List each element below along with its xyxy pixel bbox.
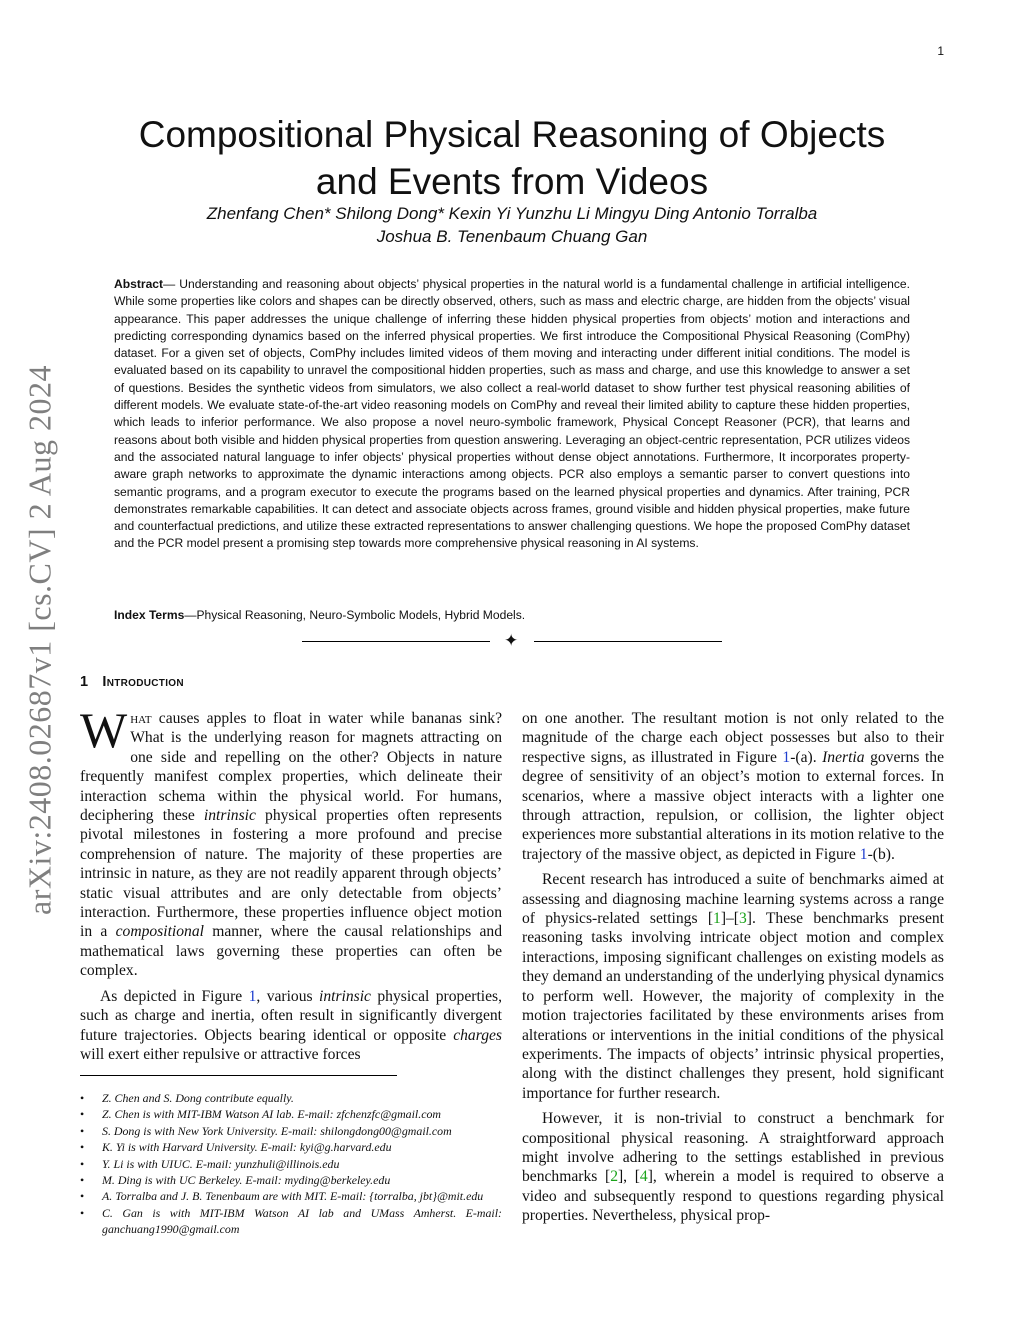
text-run: ]. These benchmarks present reasoning tasks involving intricate object motion and complex interactions, imposing significant challenges on existing models as they demand an understanding of the underlying physical dynamics to perform well. However, the majority of complexity in the motion trajectories facilitated by these environments arises from alterations or interventions in the initial conditions of the physical experiments. The impacts of objects’ intrinsic physical properties, along with the distinct challenges they present, hold significant importance for further research. [522,910,944,1102]
text-run: causes apples to float in water while bananas sink? What is the underlying reason for magnets attracting on one side and repelling on the other? Objects in nature frequently manifest complex properties, which delineate their interaction schema within the physical world. For humans, deciphering these [80,710,502,825]
intro-paragraph-2 [80,987,502,1065]
text-run: manner, where the causal relationships and mathematical laws governing these properties can often be complex. [80,923,502,980]
arxiv-identifier-stamp: arXiv:2408.02687v1 [cs.CV] 2 Aug 2024 [21,364,58,916]
footnote-item: • A. Torralba and J. B. Tenenbaum are with MIT. E-mail: {torralba, jbt}@mit.edu [80,1188,502,1204]
text-run: -(a). [790,748,823,766]
emphasis-text: Inertia [822,748,865,766]
text-run: ], wherein a model is required to observe a video and subsequently respond to questions regarding physical properties. Nevertheless, physical prop- [522,1168,945,1225]
footnote-item: • C. Gan is with MIT-IBM Watson AI lab and UMass Amherst. E-mail: ganchuang1990@gmail.com [80,1205,502,1238]
index-terms-text: —Physical Reasoning, Neuro-Symbolic Models, Hybrid Models. [184,608,526,622]
citation-link[interactable]: 1 [713,910,721,928]
footnote-item: • Z. Chen and S. Dong contribute equally. [80,1090,502,1106]
footnote-rule [80,1075,397,1076]
section-divider-right [534,641,722,642]
dropcap-smallcaps-word: hat [130,710,152,727]
section-heading-introduction [80,674,184,690]
text-run: governs the degree of sensitivity of an object’s motion to external forces. In scenarios, where a massive object interacts with a lighter one through attraction, repulsion, or collision, the lighter object experiences more substantial alterations in its motion relative to the trajectory of the massive object, as depicted in Figure [522,748,944,863]
footnote-item: • Y. Li is with UIUC. E-mail: yunzhuli@illinois.edu [80,1156,502,1172]
text-run: As depicted in Figure [100,987,249,1005]
abstract-text: — Understanding and reasoning about objects’ physical properties in the natural world is a fundamental challenge in artificial intelligence. While some properties like colors and shapes can be directly observed, others, such as mass and electric charge, are hidden from the objects’ visual appearance. This paper addresses the unique challenge of inferring these hidden physical properties from objects’ motion and interactions and predicting corresponding dynamics based on the inferred physical properties. We first introduce the Compositional Physical Reasoning (ComPhy) dataset. For a given set of objects, ComPhy includes limited videos of them moving and interacting under different initial conditions. The model is evaluated based on its capability to unravel the compositional hidden properties, such as mass and charge, and use this knowledge to answer a set of questions. Besides the synthetic videos from simulators, we also collect a real-world dataset to show further test physical reasoning abilities of different models. We evaluate state-of-the-art video reasoning models on ComPhy and reveal their limited ability to capture these hidden properties, which leads to inferior performance. We also propose a novel neuro-symbolic framework, Physical Concept Reasoner (PCR), that learns and reasons about both visible and hidden physical properties from question answering. Leveraging an object-centric representation, PCR utilizes videos and the associated natural language to infer objects’ physical properties without dense object annotations. Furthermore, It incorporates property-aware graph networks to approximate the dynamic interactions among objects. PCR also employs a semantic parser to convert questions into semantic programs, and a program executor to execute the programs based on the learned physical properties and dynamics. After training, PCR demonstrates remarkable capabilities. It can detect and associate objects across frames, ground visible and hidden physical properties, make future and counterfactual predictions, and utilize these extracted representations to answer challenging questions. We hope the proposed ComPhy dataset and the PCR model present a promising step towards more comprehensive physical reasoning in AI systems. [114,277,910,551]
footnote-item: • S. Dong is with New York University. E-mail: shilongdong00@gmail.com [80,1123,502,1139]
intro-paragraph-3 [522,870,944,1103]
section-title: Introduction [102,674,184,690]
text-run: , various [256,987,319,1005]
index-terms [114,608,910,622]
text-run: ], [ [617,1168,640,1186]
figure-reference-link[interactable]: 1 [859,845,868,863]
text-run: on one another. The resultant motion is not only related to the magnitude of the charge each object possesses but also to their respective signs, as illustrated in Figure [522,710,944,766]
text-run: will exert either repulsive or attractive forces [80,1045,361,1063]
text-run: -(b). [867,845,895,863]
abstract [114,276,910,553]
right-column [522,709,944,1226]
intro-paragraph-4 [522,1109,944,1225]
page-number: 1 [937,44,944,58]
author-line-1: Zhenfang Chen* Shilong Dong* Kexin Yi Yunzhu Li Mingyu Ding Antonio Torralba [206,204,818,223]
dropcap-letter: W [80,702,128,758]
citation-link[interactable]: 3 [739,910,747,928]
emphasis-text: compositional [115,923,204,941]
paper-title-line-2: and Events from Videos [315,160,709,202]
index-terms-label: Index Terms [114,608,185,622]
footnote-item: • Z. Chen is with MIT-IBM Watson AI lab. E-mail: zfchenzfc@gmail.com [80,1106,502,1122]
emphasis-text: intrinsic [203,807,256,825]
author-line-2: Joshua B. Tenenbaum Chuang Gan [376,227,648,246]
author-list [80,202,944,248]
emphasis-text: charges [453,1026,502,1044]
intro-paragraph-2-continued [522,709,944,864]
text-run: Recent research has introduced a suite of benchmarks aimed at assessing and diagnosing machine learning systems across a range of physics-related settings [ [522,871,944,928]
text-run: ]–[ [720,910,739,928]
emphasis-text: intrinsic [319,987,371,1005]
text-run: physical properties often represents pivotal milestones in fostering a more profound and precise comprehension of nature. The majority of these properties are intrinsic in nature, as they are not readily apparent through objects’ static visual attributes and are only detectable from objects’ interaction. Furthermore, these properties influence object motion in a [80,807,502,941]
left-column [80,702,502,1064]
citation-link[interactable]: 4 [639,1168,648,1186]
paper-title [80,111,944,205]
intro-paragraph-1 [80,702,502,981]
citation-link[interactable]: 2 [610,1168,618,1186]
footnote-item: • M. Ding is with UC Berkeley. E-mail: myding@berkeley.edu [80,1172,502,1188]
figure-reference-link[interactable]: 1 [248,987,257,1005]
paper-title-line-1: Compositional Physical Reasoning of Objects [138,113,886,155]
text-run: However, it is non-trivial to construct a benchmark for compositional physical reasoning. A straightforward approach might involve adhering to the settings established in previous benchmarks [ [522,1110,944,1186]
abstract-label: Abstract [114,277,164,291]
section-number: 1 [80,674,89,690]
footnote-item: • K. Yi is with Harvard University. E-mail: kyi@g.harvard.edu [80,1139,502,1155]
text-run: physical properties, such as charge and inertia, often result in significantly divergent future trajectories. Objects bearing identical or opposite [80,987,502,1044]
divider-ornament-icon: ✦ [504,631,519,650]
section-divider-left [302,641,490,642]
figure-reference-link[interactable]: 1 [782,748,791,766]
author-footnotes [80,1090,502,1238]
